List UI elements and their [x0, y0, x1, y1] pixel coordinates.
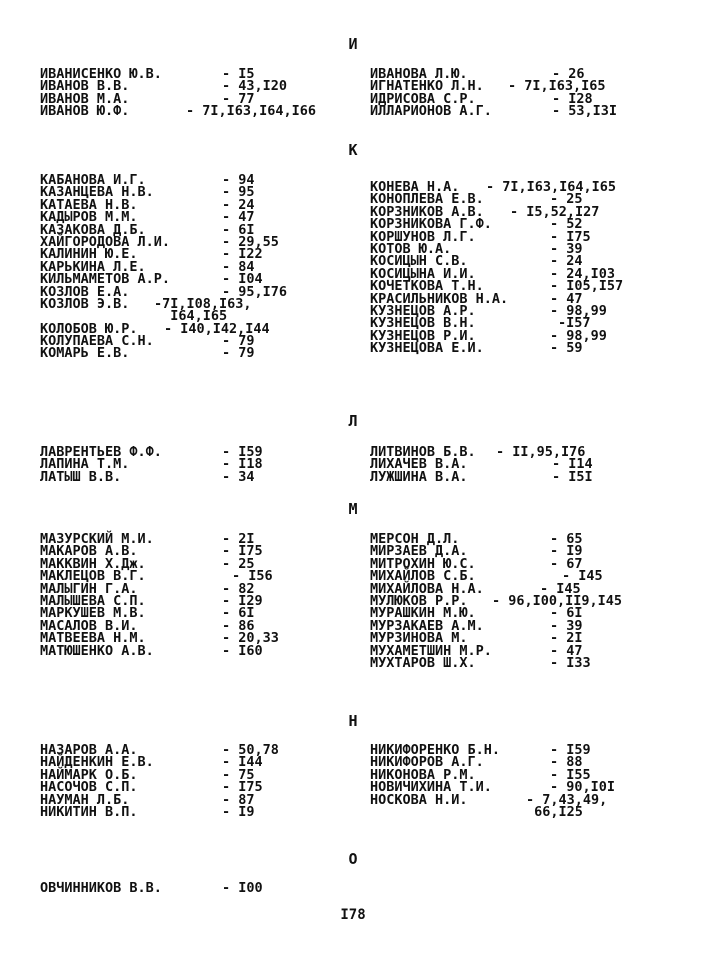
entry-name: ЛАПИНА Т.М.	[40, 456, 130, 473]
entry-name: КОЗЛОВ Е.А.	[40, 283, 130, 300]
entry-pages: - 39	[550, 240, 583, 257]
entry-pages: - 98,99	[550, 302, 607, 319]
entry-pages: - 90,I0I	[550, 779, 616, 796]
entry-pages: - I5,52,I27	[510, 203, 600, 220]
entry-pages: - 29,55	[222, 233, 279, 250]
entry-name: КОЛОБОВ Ю.Р.	[40, 320, 138, 337]
entry-pages: - 47	[550, 290, 583, 307]
entry-name: МАСАЛОВ В.И.	[40, 617, 138, 634]
entry-pages: - 47	[550, 642, 583, 659]
entry-name: МАЗУРСКИЙ М.И.	[40, 531, 154, 547]
entry-pages: - I75	[550, 228, 591, 245]
entry-pages: - I04	[222, 271, 263, 288]
entry-name: ЛИТВИНОВ Б.В.	[370, 444, 476, 460]
entry-name: МАЛЫШЕВА С.П.	[40, 592, 146, 609]
entry-pages: - 25	[550, 191, 583, 208]
entry-name: КОСИЦЫНА И.И.	[370, 265, 476, 282]
entry-pages: - 24,I03	[550, 265, 616, 282]
entry-name: КУЗНЕЦОВ В.Н.	[370, 315, 476, 332]
entry-name: МИТРОХИН Ю.С.	[370, 555, 476, 572]
entry-pages: - 79	[222, 345, 255, 362]
entry-pages: - I05,I57	[550, 278, 624, 295]
entry-pages: - 39	[550, 617, 583, 634]
entry-name: КОСИЦЫН С.В.	[370, 253, 468, 270]
entry-pages: - 79	[222, 333, 255, 350]
entry-name: КАЗАКОВА Д.Б.	[40, 221, 146, 238]
entry-pages: - I45	[540, 580, 581, 597]
entry-pages: - I40,I42,I44	[164, 320, 270, 337]
entry-name: МУРАШКИН М.Ю.	[370, 605, 476, 622]
entry-name: МАКЛЕЦОВ В.Г.	[40, 568, 146, 585]
entry-name: НИКИФОРОВ А.Г.	[370, 754, 484, 771]
entry-pages: - 7,43,49, 66,I25	[526, 791, 608, 820]
entry-pages: - 82	[222, 580, 255, 597]
entry-pages: - 88	[550, 754, 583, 771]
entry-name: КАДЫРОВ М.М.	[40, 209, 138, 226]
entry-name: МАЛЫГИН Г.А.	[40, 580, 138, 597]
entry-pages: - 2I	[550, 630, 583, 647]
entry-pages: - 95	[222, 184, 255, 201]
entry-pages: -7I,I08,I63, I64,I65	[154, 295, 252, 325]
entry-name: КОРШУНОВ Л.Г.	[370, 228, 476, 245]
entry-pages: - 7I,I63,I65	[508, 78, 606, 95]
entry-name: КОРЗНИКОВА Г.Ф.	[370, 216, 492, 233]
entry-pages: - I56	[232, 568, 273, 585]
entry-pages: - 43,I20	[222, 78, 288, 95]
entry-pages: - I9	[550, 543, 583, 560]
entry-pages: - I18	[222, 456, 263, 473]
entry-name: КОРЗНИКОВ А.В.	[370, 203, 484, 220]
page-number: I78	[340, 907, 366, 923]
entry-pages: - I75	[222, 543, 263, 560]
entry-pages: - 7I,I63,I64,I65	[486, 179, 617, 195]
entry-name: ИВАНОВА Л.Ю.	[370, 66, 468, 82]
entry-name: МУРЗАКАЕВ А.М.	[370, 617, 484, 634]
entry-pages: - I59	[550, 742, 591, 758]
entry-name: КАРЬКИНА Л.Е.	[40, 258, 146, 275]
entry-name: ИГНАТЕНКО Л.Н.	[370, 78, 484, 95]
entry-pages: - I59	[222, 444, 263, 460]
entry-pages: - I5	[222, 66, 255, 82]
entry-name: КУЗНЕЦОВ Р.И.	[370, 327, 476, 344]
entry-pages: - I14	[552, 456, 593, 473]
entry-pages: - 50,78	[222, 742, 279, 758]
entry-pages: - 7I,I63,I64,I66	[186, 103, 317, 120]
entry-name: КАТАЕВА Н.В.	[40, 196, 138, 213]
entry-name: НИКОНОВА Р.М.	[370, 766, 476, 783]
entry-pages: - I9	[222, 803, 255, 820]
entry-pages: - I28	[552, 90, 593, 107]
entry-pages: - 20,33	[222, 630, 279, 647]
entry-name: КОЧЕТКОВА Т.Н.	[370, 278, 484, 295]
entry-pages: - I44	[222, 754, 263, 771]
entry-name: ИДРИСОВА С.Р.	[370, 90, 476, 107]
entry-pages: - 53,I3I	[552, 103, 618, 120]
entry-pages: - 96,I00,II9,I45	[492, 592, 623, 609]
entry-pages: - 87	[222, 791, 255, 808]
entry-pages: - I55	[550, 766, 591, 783]
entry-pages: - 25	[222, 555, 255, 572]
entry-pages: - 52	[550, 216, 583, 233]
entry-name: МАКАРОВ А.В.	[40, 543, 138, 560]
entry-name: КОМАРЬ Е.В.	[40, 345, 130, 362]
entry-name: МАТВЕЕВА Н.М.	[40, 630, 146, 647]
entry-pages: - 65	[550, 531, 583, 547]
entry-pages: -I57	[558, 315, 591, 332]
entry-name: КУЗНЕЦОВА Е.И.	[370, 340, 484, 357]
entry-pages: - I33	[550, 654, 591, 671]
entry-pages: - I22	[222, 246, 263, 263]
entry-name: МУЛЮКОВ Р.Р.	[370, 592, 468, 609]
entry-pages: - 59	[550, 340, 583, 357]
entry-name: НИКИТИН В.П.	[40, 803, 138, 820]
entry-name: МЕРСОН Д.Л.	[370, 531, 460, 547]
entry-name: КУЗНЕЦОВ А.Р.	[370, 302, 476, 319]
entry-pages: - 24	[222, 196, 255, 213]
entry-name: МАРКУШЕВ М.В.	[40, 605, 146, 622]
entry-name: НАЙДЕНКИН Е.В.	[40, 754, 154, 771]
entry-pages: - 77	[222, 90, 255, 107]
entry-name: КАЗАНЦЕВА Н.В.	[40, 184, 154, 201]
entry-name: НАЙМАРК О.Б.	[40, 766, 138, 783]
entry-name: ИВАНИСЕНКО Ю.В.	[40, 66, 162, 82]
entry-pages: - 98,99	[550, 327, 607, 344]
entry-pages: - I29	[222, 592, 263, 609]
entry-pages: - I45	[562, 568, 603, 585]
entry-name: ИЛЛАРИОНОВ А.Г.	[370, 103, 492, 120]
entry-pages: - I60	[222, 642, 263, 659]
section-letter-o: О	[348, 850, 358, 868]
entry-name: ЛАТЫШ В.В.	[40, 468, 122, 485]
entry-name: НАЗАРОВ А.А.	[40, 742, 138, 758]
entry-pages: - 67	[550, 555, 583, 572]
entry-name: НОСКОВА Н.И.	[370, 791, 468, 808]
entry-pages: - 6I	[222, 221, 255, 238]
entry-name: ХАЙГОРОДОВА Л.И.	[40, 233, 171, 250]
entry-name: КРАСИЛЬНИКОВ Н.А.	[370, 290, 509, 307]
entry-name: МИХАЙЛОВА Н.А.	[370, 580, 484, 597]
entry-pages: - 86	[222, 617, 255, 634]
section-letter-k: К	[348, 141, 358, 159]
entry-name: МУХАМЕТШИН М.Р.	[370, 642, 492, 659]
entry-name: ИВАНОВ М.А.	[40, 90, 130, 107]
entry-pages: - 26	[552, 66, 585, 82]
entry-name: КОНЕВА Н.А.	[370, 179, 460, 195]
entry-pages: - 95,I76	[222, 283, 288, 300]
entry-pages: - 6I	[222, 605, 255, 622]
entry-name: МАТЮШЕНКО А.В.	[40, 642, 154, 659]
entry-name: НОВИЧИХИНА Т.И.	[370, 779, 492, 796]
entry-name: КОЛУПАЕВА С.Н.	[40, 333, 154, 350]
entry-name: ОВЧИННИКОВ В.В.	[40, 880, 162, 896]
entry-pages: - 47	[222, 209, 255, 226]
entry-name: ЛИХАЧЕВ В.А.	[370, 456, 468, 473]
entry-name: ИВАНОВ В.В.	[40, 78, 130, 95]
section-letter-i: И	[348, 35, 358, 53]
entry-name: КОЗЛОВ Э.В.	[40, 295, 130, 312]
entry-name: КОНОПЛЕВА Е.В.	[370, 191, 484, 208]
entry-name: МИХАЙЛОВ С.Б.	[370, 568, 476, 585]
entry-pages: - II,95,I76	[496, 444, 586, 460]
entry-name: НИКИФОРЕНКО Б.Н.	[370, 742, 501, 758]
entry-name: МАККВИН Х.Дж.	[40, 555, 146, 572]
entry-name: ЛУЖШИНА В.А.	[370, 468, 468, 485]
entry-name: МУХТАРОВ Ш.Х.	[370, 654, 476, 671]
entry-name: КАЛИНИН Ю.Е.	[40, 246, 138, 263]
entry-pages: - I00	[222, 880, 263, 896]
entry-pages: - 6I	[550, 605, 583, 622]
entry-name: НАСОЧОВ С.П.	[40, 779, 138, 796]
entry-pages: - 94	[222, 172, 255, 188]
entry-name: КИЛЬМАМЕТОВ А.Р.	[40, 271, 171, 288]
entry-pages: - 24	[550, 253, 583, 270]
entry-name: ЛАВРЕНТЬЕВ Ф.Ф.	[40, 444, 162, 460]
entry-pages: - 75	[222, 766, 255, 783]
entry-name: КОТОВ Ю.А.	[370, 240, 452, 257]
entry-pages: - I5I	[552, 468, 593, 485]
entry-name: МИРЗАЕВ Д.А.	[370, 543, 468, 560]
section-letter-l: Л	[348, 412, 358, 430]
entry-pages: - 2I	[222, 531, 255, 547]
entry-pages: - 84	[222, 258, 255, 275]
section-letter-n: Н	[348, 712, 358, 730]
entry-pages: - I75	[222, 779, 263, 796]
entry-pages: - 34	[222, 468, 255, 485]
section-letter-m: М	[348, 500, 358, 518]
entry-name: ИВАНОВ Ю.Ф.	[40, 103, 130, 120]
entry-name: НАУМАН Л.Б.	[40, 791, 130, 808]
entry-name: МУРЗИНОВА М.	[370, 630, 468, 647]
entry-name: КАБАНОВА И.Г.	[40, 172, 146, 188]
